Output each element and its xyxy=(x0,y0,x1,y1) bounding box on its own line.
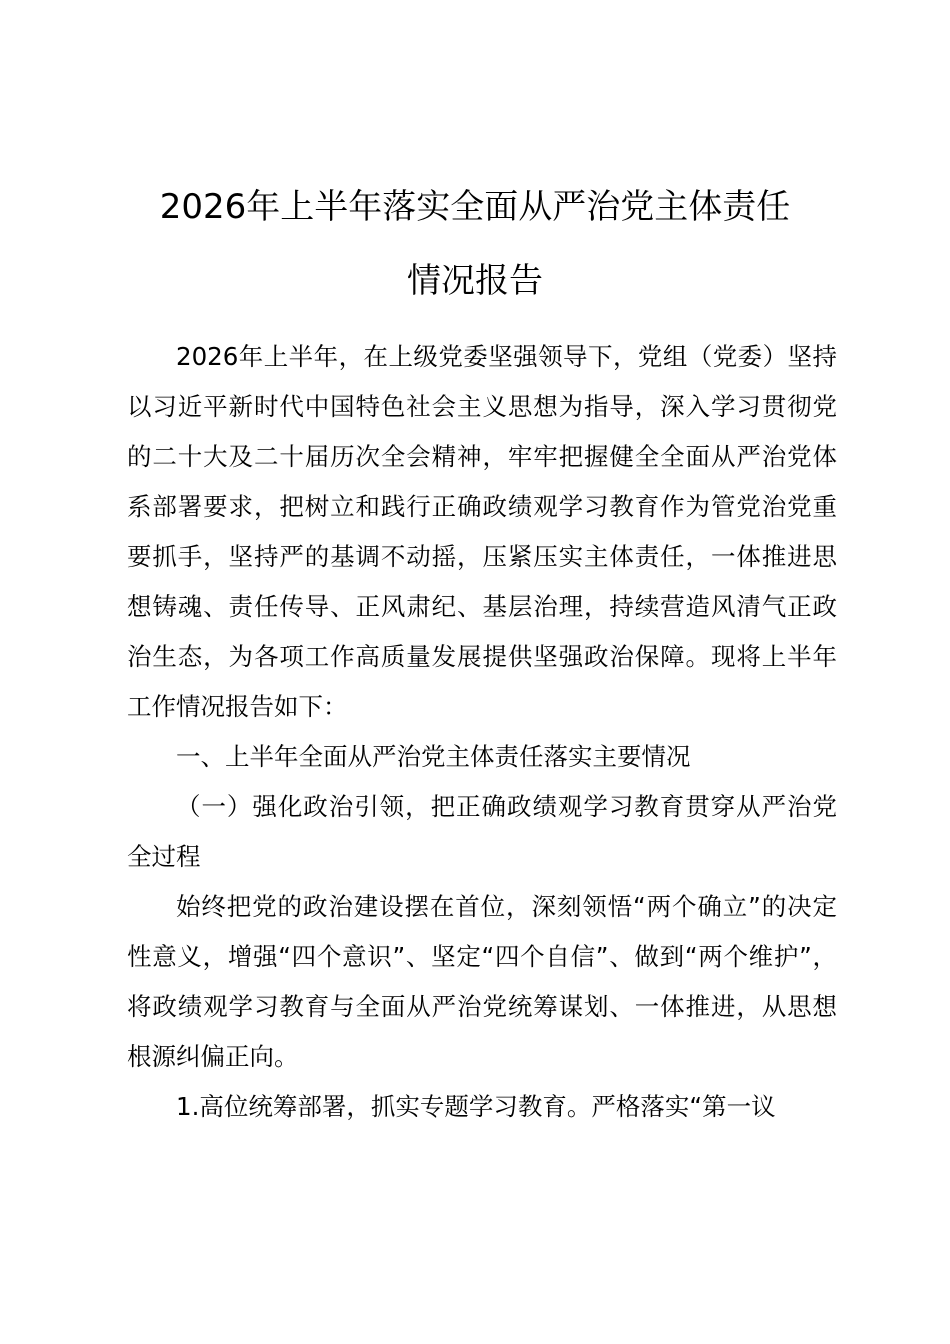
subsection-heading-1: （一）强化政治引领，把正确政绩观学习教育贯穿从严治党全过程 xyxy=(127,792,837,871)
document-title-line-2: 情况报告 xyxy=(407,261,543,301)
intro-paragraph: 2026年上半年，在上级党委坚强领导下，党组（党委）坚持以习近平新时代中国特色社会主义思想为指导，深入学习贯彻党的二十大及二十届历次全会精神，牢牢把握健全全面从严治党体系部署要求，把树立和践行正确政绩观学习教育作为管党治党重要抓手，坚持严的基调不动摇，压紧压实主体责任，一体推进思想铸魂、责任传导、正风肃纪、基层治理，持续营造风清气正政治生态，为各项工作高质量发展提供坚强政治保障。现将上半年工作情况报告如下： xyxy=(127,342,837,721)
section-heading-1: 一、上半年全面从严治党主体责任落实主要情况 xyxy=(176,742,691,771)
document-title-line-1: 2026年上半年落实全面从严治党主体责任 xyxy=(159,187,791,227)
body-paragraph-2: 1.高位统筹部署，抓实专题学习教育。严格落实“第一议 xyxy=(176,1092,776,1121)
body-paragraph-1: 始终把党的政治建设摆在首位，深刻领悟“两个确立”的决定性意义，增强“四个意识”、坚定“四个自信”、做到“两个维护”，将政绩观学习教育与全面从严治党统筹谋划、一体推进，从思想根源纠偏正向。 xyxy=(127,892,837,1071)
document-body xyxy=(127,332,837,1132)
